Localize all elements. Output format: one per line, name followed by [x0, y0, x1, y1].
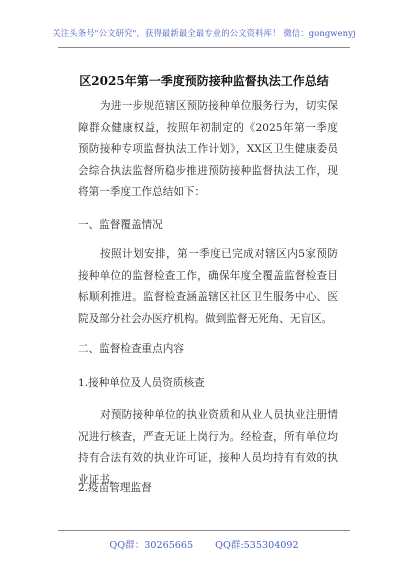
section-heading-key-content: 二、监督检查重点内容 — [78, 343, 184, 355]
header-note: 关注头条号"公文研究"，获得最新最全最专业的公文资料库！ 微信：gongwenyj — [52, 28, 356, 38]
header-divider — [58, 47, 350, 48]
subsection-body-qualification: 对预防接种单位的执业资质和从业人员执业注册情况进行核查，严查无证上岗行为。经检查，所有单位均持有合法有效的执业许可证，接种人员均持有有效的执业证书。 — [78, 409, 338, 486]
footer-contact — [0, 537, 408, 551]
footer-divider — [58, 530, 350, 531]
footer-qq-group-1: QQ群：30265665 — [109, 540, 194, 551]
subsection-heading-vaccine-management: 2.疫苗管理监督 — [78, 482, 152, 494]
footer-qq-group-2: QQ群:535304092 — [215, 540, 299, 551]
subsection-heading-qualification: 1.接种单位及人员资质核查 — [78, 377, 205, 389]
section-body-coverage: 按照计划安排，第一季度已完成对辖区内5家预防接种单位的监督检查工作，确保年度全覆盖监督检查目标顺利推进。监督检查涵盖辖区社区卫生服务中心、医院及部分社会办医疗机构。做到监督无死角、无盲区。 — [78, 248, 338, 325]
document-title: 区2025年第一季度预防接种监督执法工作总结 — [79, 74, 329, 88]
section-heading-coverage: 一、监督覆盖情况 — [78, 219, 163, 231]
intro-paragraph: 为进一步规范辖区预防接种单位服务行为，切实保障群众健康权益，按照年初制定的《2025年第一季度预防接种专项监督执法工作计划》，XX区卫生健康委员会综合执法监督所稳步推进预防接种监督执法工作，现将第一季度工作总结如下： — [78, 100, 338, 198]
